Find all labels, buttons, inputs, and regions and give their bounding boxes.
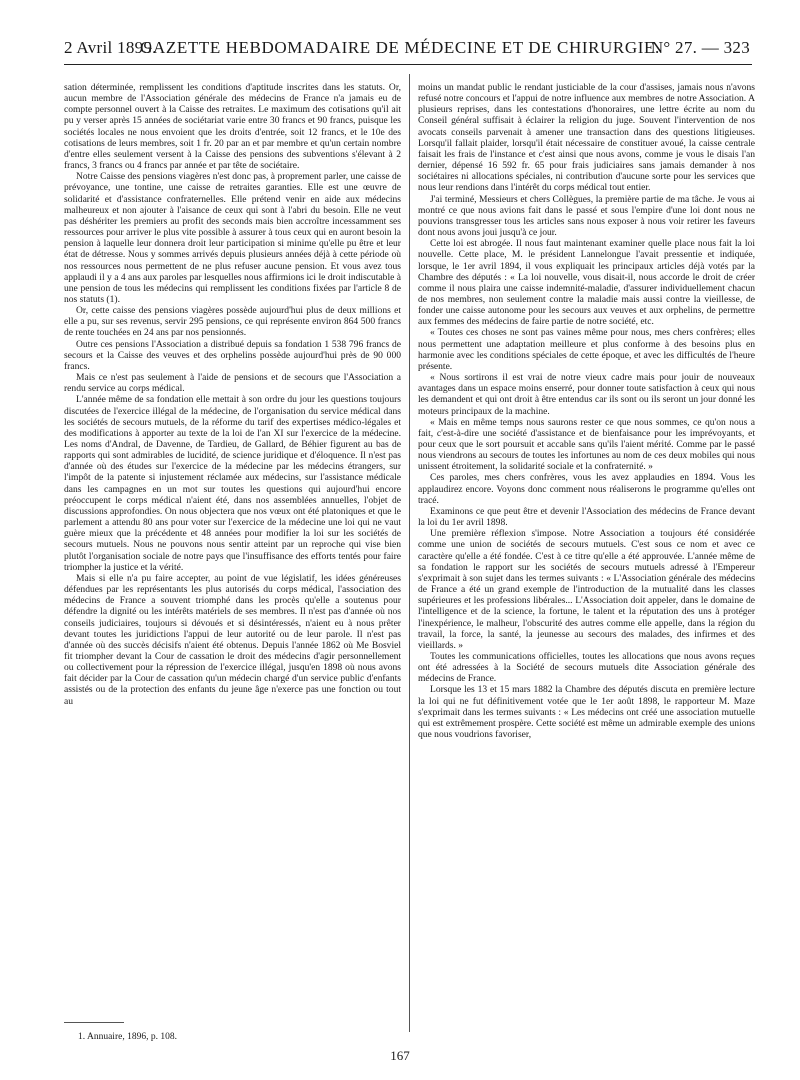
paragraph: « Toutes ces choses ne sont pas vaines même pour nous, mes chers confrères; elles nous permettent une adaptation meilleure et plus conforme à des besoins plus en harmonie avec les conditions spéciales de cette époque, et avec les difficultés de l'heure présente. (418, 327, 755, 372)
paragraph: Ces paroles, mes chers confrères, vous les avez applaudies en 1894. Vous les applaudirez encore. Voyons donc comment nous réaliserons le programme qu'elles ont tracé. (418, 472, 755, 506)
footnote: 1. Annuaire, 1896, p. 108. (78, 1032, 177, 1042)
paragraph: Outre ces pensions l'Association a distribué depuis sa fondation 1 538 796 francs de secours et la Caisse des veuves et des orphelins possède aujourd'hui près de 90 000 francs. (64, 338, 401, 372)
paragraph: Or, cette caisse des pensions viagères possède aujourd'hui plus de deux millions et elle a pu, sur ses revenus, servir 295 pensions, ce qui représente environ 864 500 francs de rente touchées en 24 ans par nos pensionnés. (64, 305, 401, 339)
paragraph: sation déterminée, remplissent les conditions d'aptitude inscrites dans les statuts. Or, aucun membre de l'Association générale des médecins de France n'a jamais eu de compte personnel ouvert à la Caisse des retraites. Le maximum des cotisations qu'il ait pu y verser après 15 années de sociétariat varie entre 30 francs et 90 francs, puisque les sociétés locales ne nous envoient que les droits d'entrée, soit 12 francs, et le 10e des cotisations de leurs membres, soit 1 fr. 20 par an et par membre et qu'un certain nombre d'entre elles seulement versent à la Caisse des pensions des subventions s'élevant à 2 francs, 3 francs ou 4 francs par année et par tête de sociétaire. (64, 82, 401, 172)
paragraph: moins un mandat public le rendant justiciable de la cour d'assises, jamais nous n'avons refusé notre concours et l'appui de notre influence aux membres de notre Association. A plusieurs reprises, dans les contestations d'honoraires, une lettre écrite au nom du Conseil général suffisait à éclairer la religion du juge. Souvent l'intervention de nos avocats conseils parvenait à amener une transaction dans des questions litigieuses. Lorsqu'il fallait plaider, lorsqu'il était nécessaire de constituer avoué, la caisse centrale faisait les frais de l'instance et c'est ainsi que nous avons, comme je vous le disais l'an dernier, dépensé 16 592 fr. 65 pour frais judiciaires sans jamais demander à nos sociétaires ni allocations spéciales, ni contribution d'aucune sorte pour les services que nous leur rendions dans l'intérêt du corps médical tout entier. (418, 82, 755, 194)
left-column (64, 82, 401, 707)
issue-date: 2 Avril 1899. (64, 38, 157, 57)
page-number: 167 (390, 1048, 410, 1063)
running-header (0, 0, 800, 56)
paragraph: Mais si elle n'a pu faire accepter, au point de vue législatif, les idées généreuses défendues par les représentants les plus autorisés du corps médical, l'association des médecins de France a souvent triomphé dans les procès qu'elle a soutenus pour défendre la dignité ou les intérêts matériels de ses membres. Il n'est pas d'année où nos conseils judiciaires, toujours si dévoués et si désintéressés, n'aient eu à nous prêter devant toutes les juridictions l'appui de leur autorité ou de leur parole. Il n'est pas d'année où des succès décisifs n'aient été obtenus. Depuis l'année 1862 où Me Bosviel fit triompher devant la Cour de cassation le droit des médecins d'agir personnellement ou collectivement pour la répression de l'exercice illégal, jusqu'en 1898 où nous avons fait décider par la Cour de cassation qu'un médecin chargé d'un service public d'enfants assistés ou de la protection des enfants du jeune âge n'exerce pas une fonction ou tout au (64, 572, 401, 707)
paragraph: Cette loi est abrogée. Il nous faut maintenant examiner quelle place nous fait la loi nouvelle. Cette place, M. le président Lannelongue l'avait pressentie et indiquée, lorsque, le 1er avril 1894, il vous expliquait les principaux articles déjà votés par la Chambre des députés : « La loi nouvelle, vous disait-il, nous accorde le droit de créer comme il nous plaira une caisse indemnité-maladie, d'assurer individuellement chacun de nos membres, non seulement contre la maladie mais aussi contre la vieillesse, de fonder une caisse autonome pour les secours aux veuves et aux orphelins, de permettre aux femmes des médecins de faire partie de notre société, etc. (418, 238, 755, 328)
paragraph: Examinons ce que peut être et devenir l'Association des médecins de France devant la loi du 1er avril 1898. (418, 505, 755, 529)
column-divider (409, 74, 410, 1032)
paragraph: Lorsque les 13 et 15 mars 1882 la Chambre des députés discuta en première lecture la loi qui ne fut définitivement votée que le 1er août 1898, le rapporteur M. Maze s'exprimait dans les termes suivants : « Les médecins ont créé une association mutuelle qui est extrêmement prospère. Cette société est même un admirable exemple des unions que nous voudrions favoriser, (418, 684, 755, 741)
header-rule (64, 64, 752, 65)
paragraph: « Mais en même temps nous saurons rester ce que nous sommes, ce qu'on nous a fait, c'est-à-dire une société d'assistance et de bienfaisance pour les imprévoyants, et pour ceux que le sort poursuit et accable sans qu'ils l'aient mérité. Comme par le passé nous viendrons au secours de toutes les infortunes au nom de ces deux mobiles qui nous unissent étroitement, la solidarité sociale et la confraternité. » (418, 416, 755, 473)
paragraph: L'année même de sa fondation elle mettait à son ordre du jour les questions toujours discutées de l'exercice illégal de la médecine, de l'organisation du service médical dans les sociétés de secours mutuels, de la réforme du tarif des expertises médico-légales et des modifications à apporter au texte de la loi de l'an XI sur l'exercice de la médecine. Les noms d'Andral, de Davenne, de Tardieu, de Gallard, de Béhier figurent au bas de rapports qui sont admirables de lucidité, de science juridique et d'éloquence. Il n'est pas d'année où des études sur l'exercice de la médecine par les médecins étrangers, sur l'impôt de la patente si injustement réclamée aux médecins, sur l'assistance médicale dans les campagnes en un mot sur toutes les questions qui aujourd'hui encore préoccupent le corps médical n'aient été, dans nos assemblées annuelles, l'objet de discussions approfondies. On nous objectera que nos vœux ont été platoniques et que le parlement a attendu 80 ans pour voter sur l'exercice de la médecine une loi qui ne vaut guère mieux que la précédente et 48 années pour modifier la loi sur les sociétés de secours mutuels. Nous ne pouvons nous sentir atteint par un reproche qui vise bien plutôt l'organisation sociale de notre pays que l'insuffisance des efforts tentés pour faire triompher la justice et la vérité. (64, 394, 401, 573)
paragraph: Mais ce n'est pas seulement à l'aide de pensions et de secours que l'Association a rendu service au corps médical. (64, 372, 401, 395)
paragraph: Notre Caisse des pensions viagères n'est donc pas, à proprement parler, une caisse de prévoyance, une tontine, une caisse de retraites garanties. Elle est une œuvre de solidarité et d'assistance confraternelles. Elle prétend venir en aide aux médecins malheureux et non ajouter à l'aisance de ceux qui sont à l'abri du besoin. Elle ne veut pas déshériter les premiers au profit des seconds mais bien accroître incessamment ses ressources pour arriver le plus vite possible à assurer à tous ceux qui en auront besoin la pension à laquelle leur donnera droit leur participation si minime qu'elle pu être et leur état de détresse. Nous y sommes arrivés depuis plusieurs années déjà à cette période où nos ressources nous permettent de ne plus refuser aucune pension. Et vous avez tous applaudi il y a 4 ans aux paroles par lesquelles nous affirmions ici le droit indiscutable à une pension de tous les médecins qui remplissent les conditions fixées par l'article 8 de nos statuts (1). (64, 171, 401, 305)
footnote-rule (64, 1022, 124, 1023)
paragraph: Toutes les communications officielles, toutes les allocations que nous avons reçues ont été adressées à la Société de secours mutuels dite Association générale des médecins de France. (418, 650, 755, 685)
right-column (418, 82, 755, 740)
journal-title: GAZETTE HEBDOMADAIRE DE MÉDECINE ET DE CHIRURGIE. (140, 38, 660, 57)
issue-page-ref: N° 27. — 323 (650, 38, 750, 57)
paragraph: Une première réflexion s'impose. Notre Association a toujours été considérée comme une union de sociétés de secours mutuels. C'est sous ce nom et avec ce caractère qu'elle a été fondée. C'est à ce titre qu'elle a été approuvée. L'année même de sa fondation le rapport sur les sociétés de secours mutuels adressé à l'Empereur s'exprimait à son sujet dans les termes suivants : « L'Association générale des médecins de France a été un grand exemple de l'introduction de la mutualité dans les classes supérieures et les professions libérales... L'Association doit appeler, dans le domaine de l'intelligence et de la science, la fortune, le talent et la réputation des uns à protéger l'inexpérience, le malheur, l'obscurité des autres comme elle appelle, dans la région du travail, la force, la santé, la jeunesse au secours des malades, des infirmes et des vieillards. » (418, 528, 755, 651)
paragraph: « Nous sortirons il est vrai de notre vieux cadre mais pour jouir de nouveaux avantages dans un espace moins enserré, pour donner toute satisfaction à ceux qui nous les demandent et qui ont droit à être entendus car ils sont ou ils seront un jour donné les moteurs principaux de la machine. (418, 372, 755, 417)
paragraph: J'ai terminé, Messieurs et chers Collègues, la première partie de ma tâche. Je vous ai montré ce que nous avions fait dans le passé et sous l'empire d'une loi dont nous ne pouvions transgresser tous les articles sans nous exposer à nous voir retirer les faveurs dont nous avons joui jusqu'à ce jour. (418, 193, 755, 239)
